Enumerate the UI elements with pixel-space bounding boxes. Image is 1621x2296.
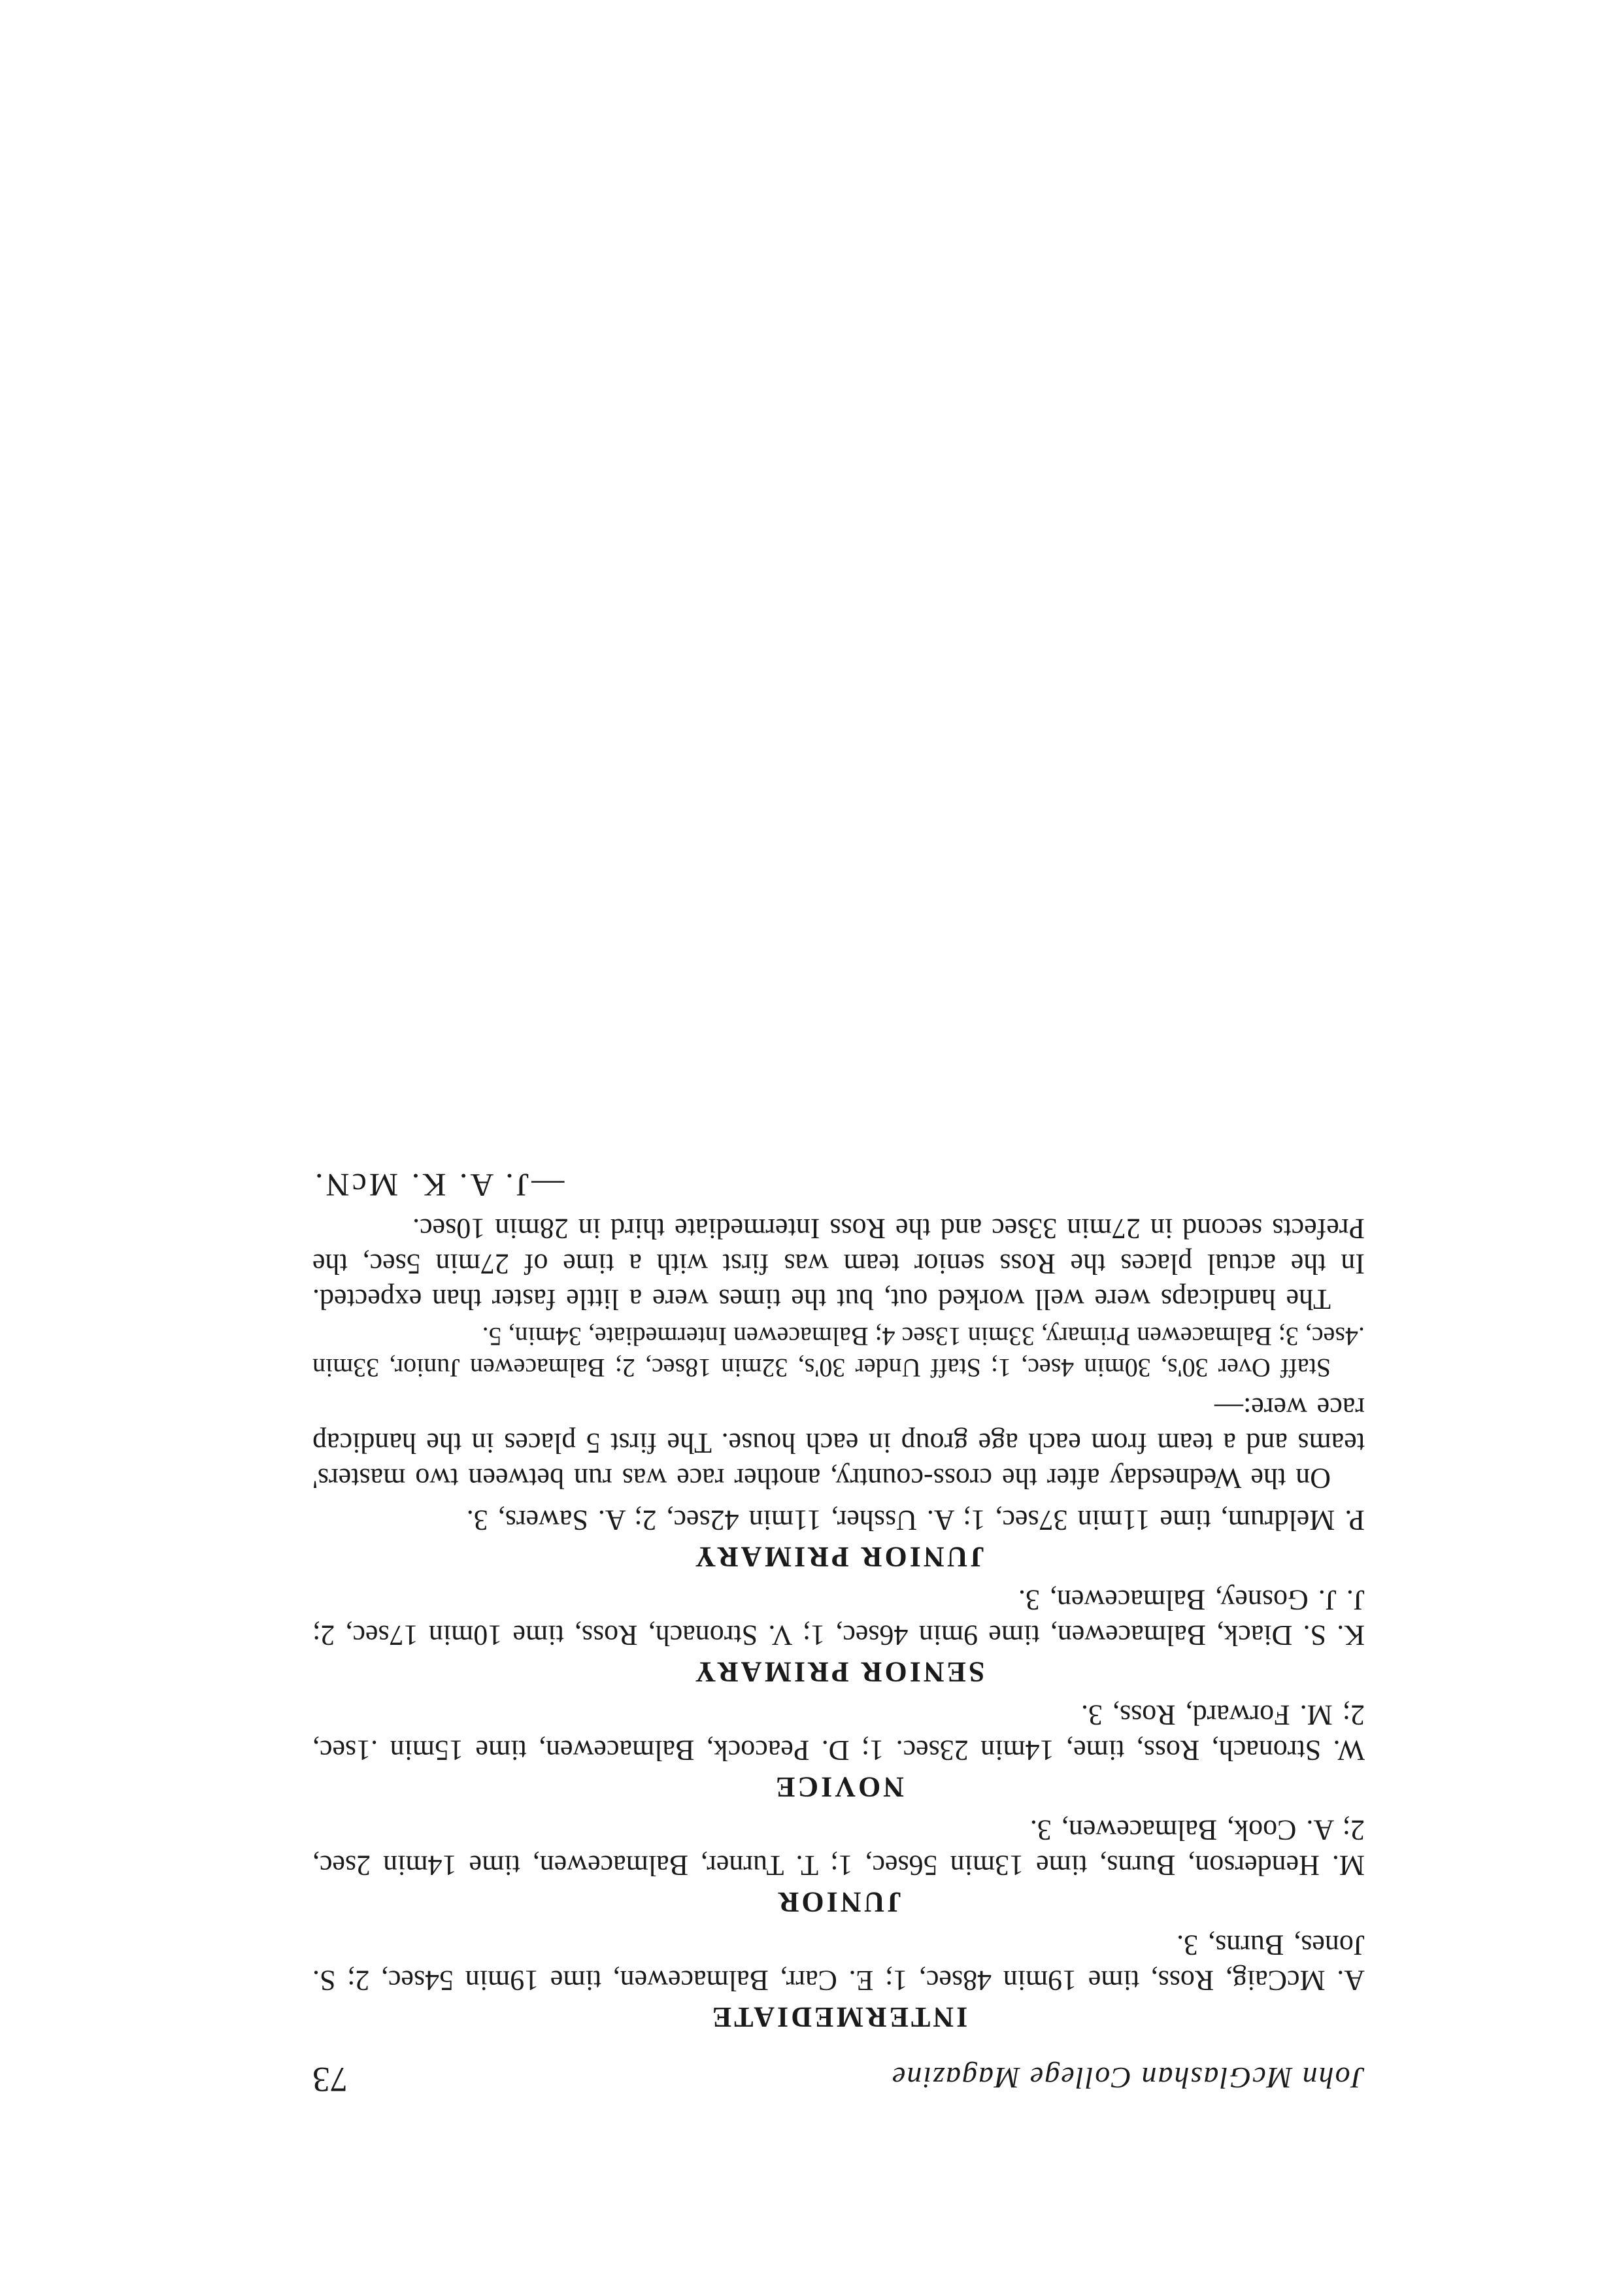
page-content [312,1166,1365,2100]
heading-senior-primary: SENIOR PRIMARY [692,1656,985,1688]
results-intermediate: A. McCaig, Ross, time 19min 48sec, 1; E. Carr, Balmacewen, time 19min 54sec, 2; S. Jones, Burns, 3. [312,1929,1365,1997]
results-junior-primary: P. Meldrum, time 11min 37sec, 1; A. Ussher, 11min 42sec, 2; A. Sawers, 3. [466,1504,1365,1536]
page-number: 73 [312,2060,348,2099]
results-novice: W. Stronach, Ross, time, 14min 23sec. 1; D. Peacock, Balmacewen, time 15min .1sec, 2; M. Forward, Ross, 3. [312,1699,1365,1766]
handicap-results: Staff Over 30's, 30min 4sec, 1; Staff Under 30's, 32min 18sec, 2; Balmacewen Junior, 33min .4sec, 3; Balmacewen Primary, 33min 13sec 4; Balmacewen Intermediate, 34min, 5. [312,1322,1365,1383]
results-junior: M. Henderson, Burns, time 13min 56sec, 1; T. Turner, Balmacewen, time 14min 2sec, 2; A. Cook, Balmacewen, 3. [312,1814,1365,1882]
handicap-summary: The handicaps were well worked out, but the times were a little faster than expected. In the actual places the Ross senior team was first with a time of 27min 5sec, the Prefects second in 27min 33sec and the Ross Intermediate third in 28min 10sec. [312,1213,1365,1315]
results-senior-primary: K. S. Diack, Balmacewen, time 9min 46sec, 1; V. Stronach, Ross, time 10min 17sec, 2; J. J. Gosney, Balmacewen, 3. [312,1584,1365,1651]
running-header [312,2059,1365,2100]
heading-novice: NOVICE [773,1771,905,1803]
journal-title: John McGlashan College Magazine [890,2061,1365,2095]
heading-junior: JUNIOR [775,1886,902,1918]
heading-intermediate: INTERMEDIATE [709,2001,968,2033]
handicap-intro: On the Wednesday after the cross-country, another race was run between two masters' teams and a team from each age group in each house. The first 5 places in the handicap race were:— [312,1392,1365,1494]
heading-junior-primary: JUNIOR PRIMARY [692,1541,985,1573]
author-signature: —J. A. K. McN. [312,1167,565,1204]
